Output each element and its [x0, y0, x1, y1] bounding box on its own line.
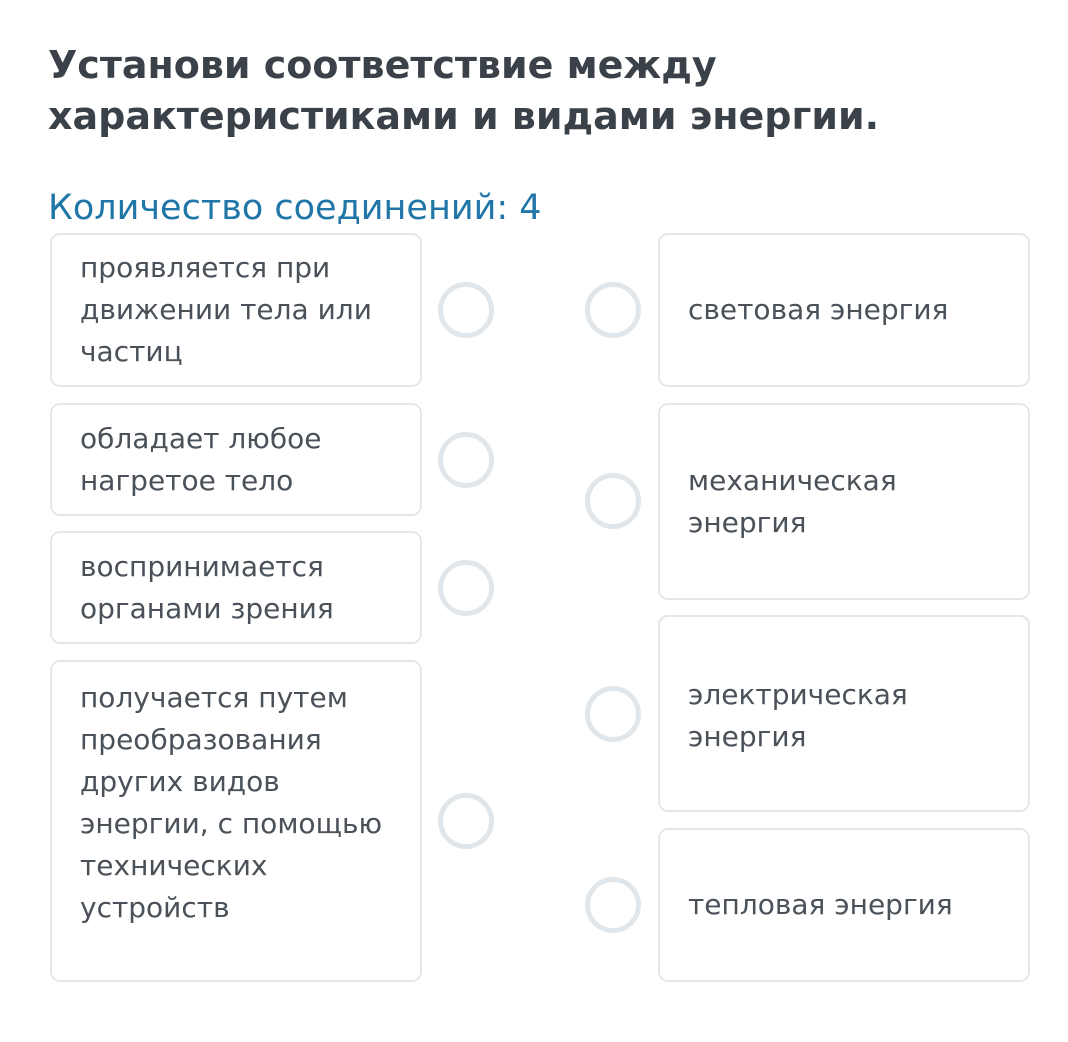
- right-connector-4[interactable]: [585, 877, 641, 933]
- left-item-label: получается путем преобразования других видов энергии, с помощью технических устройств: [80, 681, 383, 924]
- right-item-label: электрическая энергия: [688, 678, 908, 753]
- left-item-label: воспринимается органами зрения: [80, 549, 334, 625]
- left-connector-4[interactable]: [438, 793, 494, 849]
- right-item-1[interactable]: [658, 233, 1030, 387]
- right-item-label: механическая энергия: [688, 463, 897, 539]
- right-connector-1[interactable]: [585, 282, 641, 338]
- left-connector-1[interactable]: [438, 282, 494, 338]
- right-item-4[interactable]: [658, 828, 1030, 982]
- question-title: Установи соответствие между характеристиками и видами энергии.: [48, 43, 880, 138]
- right-item-3[interactable]: [658, 615, 1030, 812]
- right-connector-3[interactable]: [585, 686, 641, 742]
- connections-count: Количество соединений: 4: [48, 188, 542, 228]
- left-item-3[interactable]: [50, 531, 422, 644]
- left-connector-2[interactable]: [438, 432, 494, 488]
- left-item-2[interactable]: [50, 403, 422, 516]
- left-connector-3[interactable]: [438, 560, 494, 616]
- left-item-1[interactable]: [50, 233, 422, 387]
- left-item-4[interactable]: [50, 660, 422, 982]
- right-item-label: световая энергия: [688, 293, 949, 326]
- right-item-2[interactable]: [658, 403, 1030, 600]
- right-item-label: тепловая энергия: [688, 888, 953, 921]
- left-item-label: проявляется при движении тела или частиц: [80, 251, 372, 368]
- right-connector-2[interactable]: [585, 473, 641, 529]
- left-item-label: обладает любое нагретое тело: [80, 421, 322, 497]
